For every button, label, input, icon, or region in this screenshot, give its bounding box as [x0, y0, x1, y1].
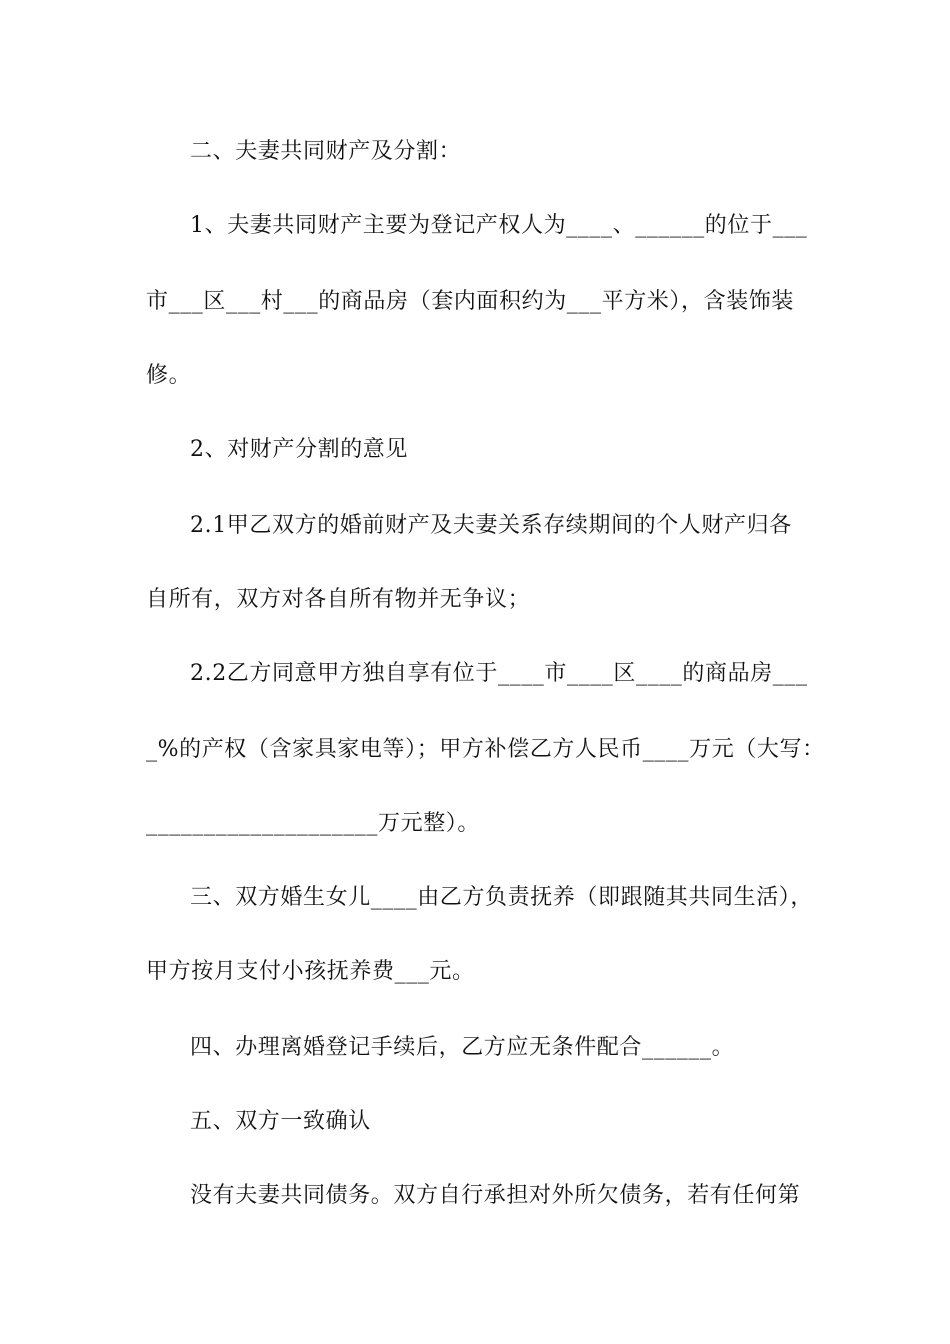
paragraph-line: 自所有，双方对各自所有物并无争议；	[146, 587, 531, 612]
paragraph-line: 修。	[146, 363, 192, 388]
paragraph-line: 2.2乙方同意甲方独自享有位于____市____区____的商品房___	[190, 661, 808, 686]
section-heading-custody: 三、双方婚生女儿____由乙方负责抚养（即跟随其共同生活），	[190, 885, 814, 910]
paragraph-line: _%的产权（含家具家电等）；甲方补偿乙方人民币____万元（大写：	[146, 737, 825, 762]
paragraph-line: 市___区___村___的商品房（套内面积约为___平方米），含装饰装	[146, 289, 795, 314]
subsection-heading: 2、对财产分割的意见	[190, 437, 408, 462]
section-heading-registration: 四、办理离婚登记手续后，乙方应无条件配合______。	[190, 1035, 735, 1060]
paragraph-line: 1、夫妻共同财产主要为登记产权人为____、______的位于___	[190, 213, 808, 238]
paragraph-line: 2.1甲乙双方的婚前财产及夫妻关系存续期间的个人财产归各	[190, 513, 792, 538]
paragraph-line: ____________________万元整）。	[146, 811, 481, 836]
paragraph-line: 没有夫妻共同债务。双方自行承担对外所欠债务，若有任何第	[190, 1183, 801, 1208]
paragraph-line: 甲方按月支付小孩抚养费___元。	[146, 959, 475, 984]
section-heading-confirmation: 五、双方一致确认	[190, 1109, 371, 1134]
section-heading-property: 二、夫妻共同财产及分割：	[190, 139, 462, 164]
